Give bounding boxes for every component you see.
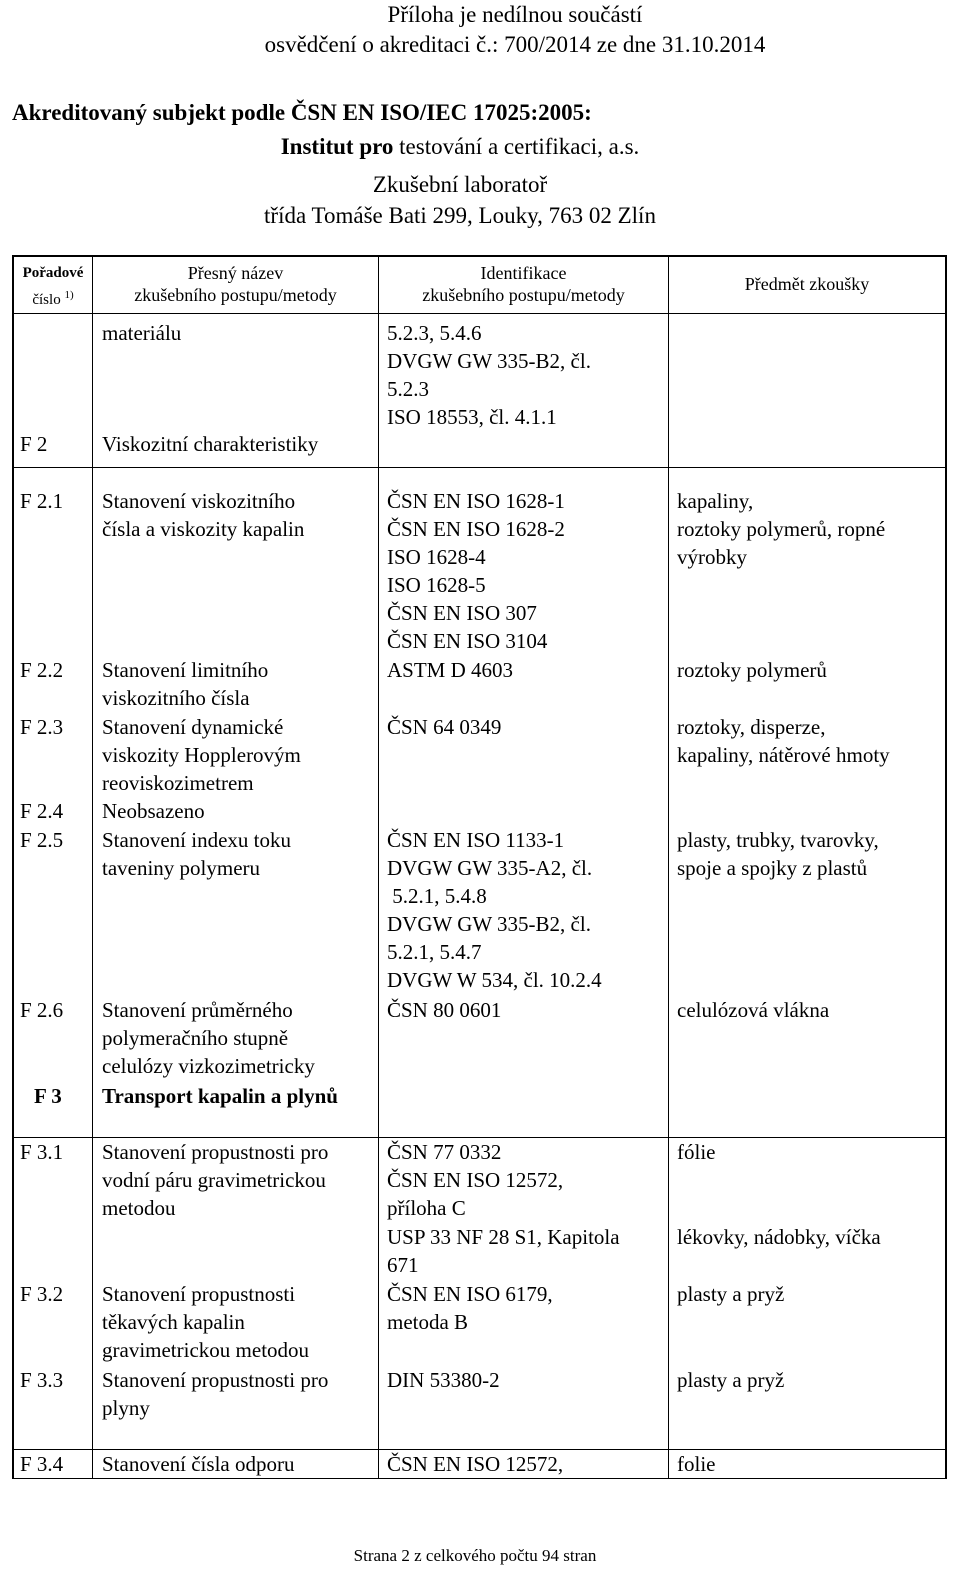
- page-counter: Strana 2 z celkového počtu 94 stran: [353, 1546, 597, 1565]
- row-method-ident-f32: [387, 1280, 553, 1336]
- row-method-ident-f21: [387, 487, 565, 655]
- row-test-subject-f22: roztoky polymerů: [677, 658, 827, 682]
- ident-line: ČSN EN ISO 12572,: [387, 1168, 564, 1192]
- row-test-subject-f21: [677, 487, 885, 571]
- row-number-f26: F 2.6: [20, 998, 64, 1022]
- ident-line: ISO 1628-4: [387, 545, 486, 569]
- name-line: plyny: [102, 1396, 150, 1420]
- row-number-f34: F 3.4: [20, 1452, 64, 1476]
- cont-ident-line: 5.2.3: [387, 377, 429, 401]
- header-method-identification-line2: zkušebního postupu/metody: [422, 285, 625, 305]
- row-test-subject-f23: [677, 713, 890, 769]
- row-method-ident-f26: ČSN 80 0601: [387, 998, 502, 1022]
- cont-ident-line: ISO 18553, čl. 4.1.1: [387, 405, 557, 429]
- header-method-identification: [379, 262, 668, 306]
- row-method-name-f25: [102, 826, 291, 882]
- row-method-name-f23: [102, 713, 301, 797]
- header-order-number-word: číslo: [32, 292, 61, 308]
- row-method-name-f31: [102, 1138, 328, 1222]
- row-method-ident-f23: ČSN 64 0349: [387, 715, 502, 739]
- name-line: Stanovení indexu toku: [102, 828, 291, 852]
- subject-line: spoje a spojky z plastů: [677, 856, 868, 880]
- row-number-f31: F 3.1: [20, 1140, 64, 1164]
- row-test-subject-f31a: fólie: [677, 1140, 716, 1164]
- name-line: těkavých kapalin: [102, 1310, 245, 1334]
- row-method-name-f21: [102, 487, 304, 543]
- cont-ident-line: 5.2.3, 5.4.6: [387, 321, 482, 345]
- ident-line: ČSN EN ISO 307: [387, 601, 537, 625]
- subject-line: kapaliny,: [677, 489, 754, 513]
- row-test-subject-f26: celulózová vlákna: [677, 998, 830, 1022]
- row-method-name-f22: [102, 656, 268, 712]
- laboratory-address: třída Tomáše Bati 299, Louky, 763 02 Zlín: [264, 203, 656, 228]
- row-method-ident-f31b: [387, 1223, 620, 1279]
- cont-method-ident: [387, 319, 591, 431]
- row-method-ident-f22: ASTM D 4603: [387, 658, 514, 682]
- ident-line: DVGW GW 335-B2, čl.: [387, 912, 591, 936]
- table-right-border: [945, 255, 947, 1479]
- name-line: polymeračního stupně: [102, 1026, 289, 1050]
- section-title-f3: Transport kapalin a plynů: [102, 1084, 338, 1108]
- ident-line: ČSN EN ISO 1628-1: [387, 489, 565, 513]
- name-line: Stanovení dynamické: [102, 715, 284, 739]
- ident-line: DVGW GW 335-A2, čl.: [387, 856, 593, 880]
- col-divider-1: [92, 255, 93, 1479]
- name-line: Stanovení propustnosti pro: [102, 1368, 329, 1392]
- row-method-name-f26: [102, 996, 315, 1080]
- cont-ident-line: DVGW GW 335-B2, čl.: [387, 349, 591, 373]
- subject-line: roztoky polymerů, ropné: [677, 517, 886, 541]
- section-f2-divider: [12, 467, 947, 468]
- name-line: viskozity Hopplerovým: [102, 743, 301, 767]
- name-line: Stanovení viskozitního: [102, 489, 296, 513]
- ident-line: ČSN 77 0332: [387, 1140, 502, 1164]
- ident-line: ČSN EN ISO 6179,: [387, 1282, 553, 1306]
- row-method-name-f32: [102, 1280, 309, 1364]
- name-line: metodou: [102, 1196, 176, 1220]
- section-number-f2: F 2: [20, 432, 48, 456]
- row-number-f25: F 2.5: [20, 828, 64, 852]
- subject-line: kapaliny, nátěrové hmoty: [677, 743, 890, 767]
- header-bottom-border: [12, 313, 947, 314]
- row-number-f32: F 3.2: [20, 1282, 64, 1306]
- col-divider-2: [378, 255, 379, 1479]
- laboratory-name: Zkušební laboratoř: [372, 172, 548, 197]
- ident-line: USP 33 NF 28 S1, Kapitola: [387, 1225, 620, 1249]
- header-method-name: [93, 262, 378, 306]
- accredited-subject-heading: Akreditovaný subjekt podle ČSN EN ISO/IEC 17025:2005:: [12, 100, 592, 125]
- name-line: čísla a viskozity kapalin: [102, 517, 305, 541]
- annex-note: Příloha je nedílnou součástí: [387, 2, 643, 27]
- header-method-name-line2: zkušebního postupu/metody: [134, 285, 337, 305]
- row-test-subject-f31b: lékovky, nádobky, víčka: [677, 1225, 881, 1249]
- section-number-f3: F 3: [34, 1084, 62, 1108]
- cont-method-name: materiálu: [102, 321, 182, 345]
- row-method-name-f34: Stanovení čísla odporu: [102, 1452, 295, 1476]
- row-number-f23: F 2.3: [20, 715, 64, 739]
- row-method-name-f24: Neobsazeno: [102, 799, 205, 823]
- row-test-subject-f33: plasty a pryž: [677, 1368, 785, 1392]
- row-method-name-f33: [102, 1366, 328, 1422]
- ident-line: 5.2.1, 5.4.8: [387, 884, 487, 908]
- ident-line: ČSN EN ISO 3104: [387, 629, 548, 653]
- ident-line: ČSN EN ISO 1628-2: [387, 517, 565, 541]
- name-line: celulózy vizkozimetricky: [102, 1054, 315, 1078]
- institute-name-bold: Institut pro: [280, 134, 394, 159]
- name-line: Stanovení limitního: [102, 658, 269, 682]
- ident-line: ČSN EN ISO 1133-1: [387, 828, 565, 852]
- name-line: Stanovení propustnosti: [102, 1282, 296, 1306]
- row-test-subject-f32: plasty a pryž: [677, 1282, 785, 1306]
- header-test-subject: Předmět zkoušky: [744, 274, 870, 294]
- header-order-number: [14, 262, 92, 311]
- table-bottom-border: [12, 1478, 947, 1479]
- name-line: taveniny polymeru: [102, 856, 261, 880]
- accreditation-certificate-ref: osvědčení o akreditaci č.: 700/2014 ze dne 31.10.2014: [264, 32, 766, 57]
- row-method-ident-f33: DIN 53380-2: [387, 1368, 500, 1392]
- institute-name-rest: testování a certifikaci, a.s.: [393, 134, 640, 159]
- row-number-f24: F 2.4: [20, 799, 64, 823]
- subject-line: výrobky: [677, 545, 747, 569]
- col-divider-3: [668, 255, 669, 1479]
- section-title-f2: Viskozitní charakteristiky: [102, 432, 319, 456]
- row-method-ident-f31a: [387, 1138, 563, 1222]
- row-number-f22: F 2.2: [20, 658, 64, 682]
- name-line: reoviskozimetrem: [102, 771, 254, 795]
- table-left-border: [12, 255, 14, 1479]
- name-line: Stanovení průměrného: [102, 998, 293, 1022]
- ident-line: ISO 1628-5: [387, 573, 486, 597]
- row-test-subject-f34: folie: [677, 1452, 716, 1476]
- row-test-subject-f25: [677, 826, 879, 882]
- name-line: gravimetrickou metodou: [102, 1338, 310, 1362]
- header-method-name-line1: Přesný název: [187, 263, 284, 283]
- subject-line: plasty, trubky, tvarovky,: [677, 828, 879, 852]
- name-line: viskozitního čísla: [102, 686, 250, 710]
- institute-name: [0, 134, 920, 160]
- row-number-f33: F 3.3: [20, 1368, 64, 1392]
- header-method-identification-line1: Identifikace: [480, 263, 567, 283]
- name-line: vodní páru gravimetrickou: [102, 1168, 326, 1192]
- ident-line: metoda B: [387, 1310, 469, 1334]
- ident-line: 5.2.1, 5.4.7: [387, 940, 482, 964]
- row-number-f21: F 2.1: [20, 489, 64, 513]
- header-order-number-line2: [14, 284, 92, 311]
- name-line: Stanovení propustnosti pro: [102, 1140, 329, 1164]
- ident-line: příloha C: [387, 1196, 466, 1220]
- subject-line: roztoky, disperze,: [677, 715, 826, 739]
- table-top-border: [12, 255, 947, 257]
- row-method-ident-f25: [387, 826, 602, 994]
- ident-line: 671: [387, 1253, 419, 1277]
- row-method-ident-f34: ČSN EN ISO 12572,: [387, 1452, 564, 1476]
- header-order-number-line1: Pořadové: [22, 265, 84, 281]
- footnote-marker: 1): [64, 289, 74, 301]
- ident-line: DVGW W 534, čl. 10.2.4: [387, 968, 602, 992]
